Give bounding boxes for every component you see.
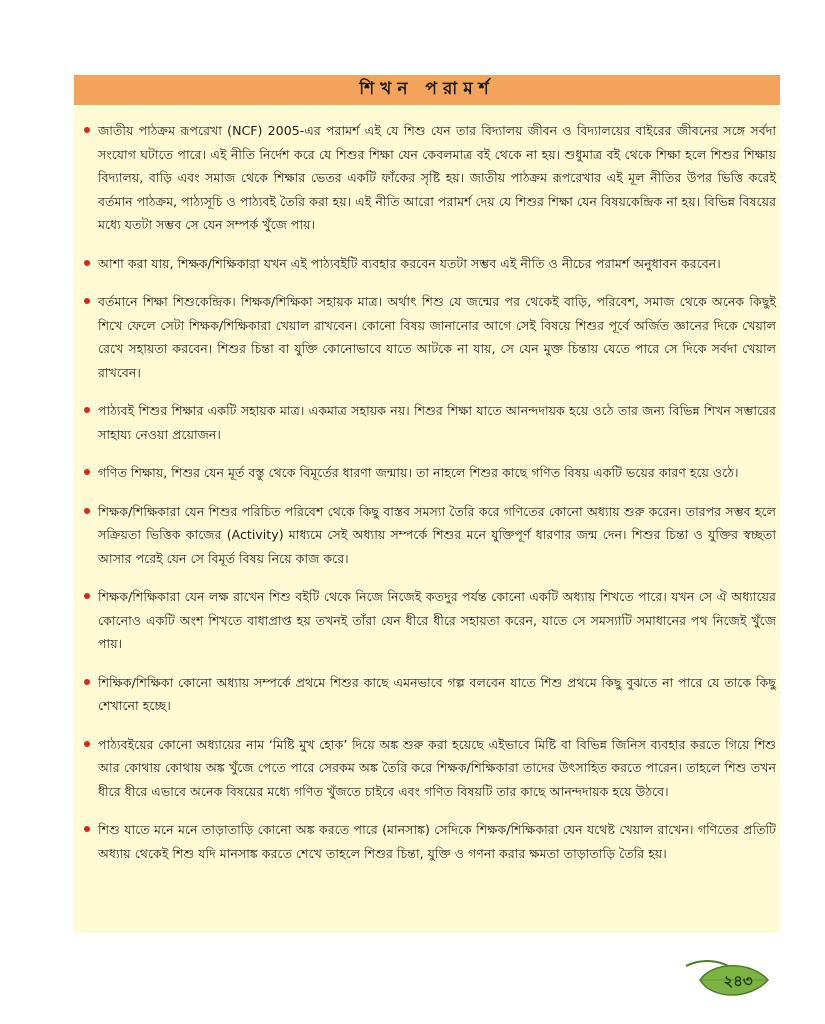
list-item <box>84 500 776 571</box>
bullet-marker <box>84 679 90 685</box>
bullet-text: শিক্ষক/শিক্ষিকারা যেন লক্ষ রাখেন শিশু বইটি থেকে নিজে নিজেই কতদুর পর্যন্ত কোনো একটি অধ্যায় শিখতে পারে। যখন সে ঐ অধ্যায়ের কোনোও একটি অংশ শিখতে বাধাপ্রাপ্ত হয় তখনই তাঁরা যেন ধীরে ধীরে সহায়তা করেন, যাতে সে সমস্যাটি সমাধানের পথ নিজেই খুঁজে পায়। <box>98 589 776 651</box>
list-item <box>84 671 776 718</box>
guidance-panel <box>74 75 780 933</box>
list-item <box>84 290 776 384</box>
bullet-marker <box>84 508 90 514</box>
bullet-marker <box>84 127 90 133</box>
bullet-text: পাঠ্যবইয়ের কোনো অধ্যায়ের নাম ‘মিষ্টি মুখ হোক’ দিয়ে অঙ্ক শুরু করা হয়েছে এইভাবে মিষ্টি বা বিভিন্ন জিনিস ব্যবহার করতে গিয়ে শিশু আর কোথায় কোথায় অঙ্ক খুঁজে পেতে পারে সেরকম অঙ্ক তৈরি করে শিক্ষক/শিক্ষিকারা তাদের উৎসাহিত করতে পারেন। তাহলে শিশু তখন ধীরে ধীরে এভাবে অনেক বিষয়ের মধ্যে গণিত খুঁজতে চাইবে এবং গণিত বিষয়টি তার কাছে আনন্দদায়ক হয়ে উঠবে। <box>98 736 776 799</box>
bullet-marker <box>84 826 90 832</box>
bullet-text: শিশু যাতে মনে মনে তাড়াতাড়ি কোনো অঙ্ক করতে পারে (মানসাঙ্ক) সেদিকে শিক্ষক/শিক্ষিকারা যেন যথেষ্ট খেয়াল রাখেন। গণিতের প্রতিটি অধ্যায় থেকেই শিশু যদি মানসাঙ্ক করতে শেখে তাহলে শিশুর চিন্তা, যুক্তি ও গণনা করার ক্ষমতা তাড়াতাড়ি তৈরি হয়। <box>98 822 776 861</box>
list-item <box>84 252 776 276</box>
bullet-marker <box>84 260 90 266</box>
bullet-text: গণিত শিক্ষায়, শিশুর যেন মূর্ত বস্তু থেকে বিমূর্তের ধারণা জন্মায়। তা নাহলে শিশুর কাছে গণিত বিষয় একটি ভয়ের কারণ হয়ে ওঠে। <box>98 465 739 480</box>
bullet-text: জাতীয় পাঠক্রম রূপরেখা (NCF) 2005-এর পরামর্শ এই যে শিশু যেন তার বিদ্যালয় জীবন ও বিদ্যালয়ের বাইরের জীবনের সঙ্গে সর্বদা সংযোগ ঘটাতে পারে। এই নীতি নির্দেশ করে যে শিশুর শিক্ষা যেন কেবলমাত্র বই থেকে না হয়। শুধুমাত্র বই থেকে শিক্ষা হলে শিশুর শিক্ষায় বিদ্যালয়, বাড়ি এবং সমাজ থেকে শিক্ষার ভেতর একটি ফাঁকের সৃষ্টি হয়। জাতীয় পাঠক্রম রূপরেখার এই মূল নীতির উপর ভিত্তি করেই বর্তমান পাঠক্রম, পাঠ্যসূচি ও পাঠ্যবই তৈরি করা হয়। এই নীতি আরো পরামর্শ দেয় যে শিশুর শিক্ষা যেন বিষয়কেন্দ্রিক না হয়। বিভিন্ন বিষয়ের মধ্যে যতটা সম্ভব সে যেন সম্পর্ক খুঁজে পায়। <box>98 123 776 232</box>
page-title: শিখন পরামর্শ <box>359 79 495 99</box>
bullet-marker <box>84 469 90 475</box>
list-item <box>84 461 776 485</box>
bullet-text: আশা করা যায়, শিক্ষক/শিক্ষিকারা যখন এই পাঠ্যবইটি ব্যবহার করবেন যতটা সম্ভব এই নীতি ও নীচের পরামর্শ অনুধাবন করবেন। <box>98 255 721 271</box>
guidance-list <box>84 119 776 880</box>
bullet-text: শিক্ষক/শিক্ষিকারা যেন শিশুর পরিচিত পরিবেশ থেকে কিছু বাস্তব সমস্যা তৈরি করে গণিতের কোনো অধ্যায় শুরু করেন। তারপর সম্ভব হলে সক্রিয়তা ভিত্তিক কাজের (Activity) মাধ্যমে সেই অধ্যায় সম্পর্কে শিশুর মনে যুক্তিপূর্ণ ধারণার জন্ম দেন। শিশুর চিন্তা ও যুক্তির স্বচ্ছতা আসার পরেই যেন সে বিমূর্ত বিষয় নিয়ে কাজ করে। <box>98 503 776 566</box>
list-item <box>84 399 776 446</box>
list-item <box>84 733 776 804</box>
bullet-marker <box>84 407 90 413</box>
bullet-marker <box>84 298 90 304</box>
bullet-text: বর্তমানে শিক্ষা শিশুকেন্দ্রিক। শিক্ষক/শিক্ষিকা সহায়ক মাত্র। অর্থাৎ শিশু যে জন্মের পর থেকেই বাড়ি, পরিবেশ, সমাজ থেকে অনেক কিছুই শিখে ফেলে সেটা শিক্ষক/শিক্ষিকারা খেয়াল রাখবেন। কোনো বিষয় জানানোর আগে সেই বিষয়ে শিশুর পূর্বে অর্জিত জ্ঞানের দিকে খেয়াল রেখে সহায়তা করবেন। শিশুর চিন্তা বা যুক্তি কোনোভাবে যাতে আটকে না যায়, সে যেন মুক্ত চিন্তায় যেতে পারে সে দিকে সর্বদা খেয়াল রাখবেন। <box>98 294 776 380</box>
bullet-text: পাঠ্যবই শিশুর শিক্ষার একটি সহায়ক মাত্র। একমাত্র সহায়ক নয়। শিশুর শিক্ষা যাতে আনন্দদায়ক হয়ে ওঠে তার জন্য বিভিন্ন শিখন সম্ভারের সাহায্য নেওয়া প্রয়োজন। <box>98 403 776 442</box>
list-item <box>84 585 776 656</box>
bullet-marker <box>84 593 90 599</box>
list-item <box>84 119 776 237</box>
bullet-marker <box>84 741 90 747</box>
page-number: ২৪৩ <box>723 972 753 990</box>
title-bar <box>74 75 780 105</box>
list-item <box>84 818 776 865</box>
bullet-text: শিক্ষিক/শিক্ষিকা কোনো অধ্যায় সম্পর্কে প্রথমে শিশুর কাছে এমনভাবে গল্প বলবেন যাতে শিশু প্রথমে কিছু বুঝতে না পারে যে তাকে কিছু শেখানো হচ্ছে। <box>98 674 776 713</box>
